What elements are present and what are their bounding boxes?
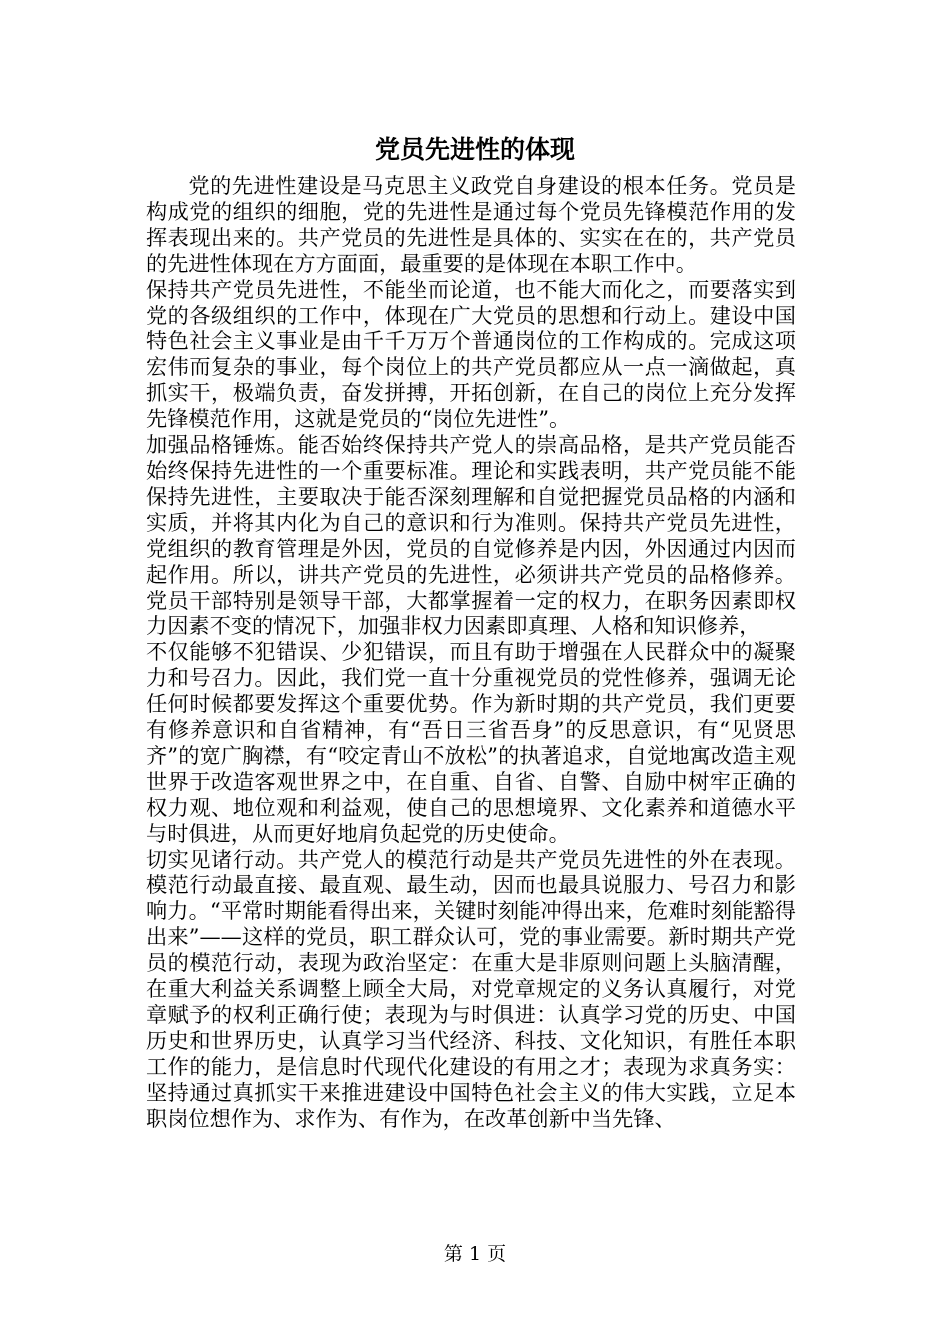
paragraph-intro: 党的先进性建设是马克思主义政党自身建设的根本任务。党员是构成党的组织的细胞，党的先进性是通过每个党员先锋模范作用的发挥表现出来的。共产党员的先进性是具体的、实实在在的，共产党员的先进性体现在方方面面，最重要的是体现在本职工作中。 bbox=[146, 173, 796, 276]
paragraph-self-cultivation: 不仅能够不犯错误、少犯错误，而且有助于增强在人民群众中的凝聚力和号召力。因此，我们党一直十分重视党员的党性修养，强调无论任何时候都要发挥这个重要优势。作为新时期的共产党员，我们更要有修养意识和自省精神，有“吾日三省吾身”的反思意识，有“见贤思齐”的宽广胸襟，有“咬定青山不放松”的执著追求，自觉地寓改造主观世界于改造客观世界之中，在自重、自省、自警、自励中树牢正确的权力观、地位观和利益观，使自己的思想境界、文化素养和道德水平与时俱进，从而更好地肩负起党的历史使命。 bbox=[146, 639, 796, 846]
paragraph-action: 切实见诸行动。共产党人的模范行动是共产党员先进性的外在表现。模范行动最直接、最直观、最生动，因而也最具说服力、号召力和影响力。“平常时期能看得出来，关键时刻能冲得出来，危难时刻能豁得出来”——这样的党员，职工群众认可，党的事业需要。新时期共产党员的模范行动，表现为政治坚定：在重大是非原则问题上头脑清醒，在重大利益关系调整上顾全大局，对党章规定的义务认真履行，对党章赋予的权利正确行使；表现为与时俱进：认真学习党的历史、中国历史和世界历史，认真学习当代经济、科技、文化知识，有胜任本职工作的能力，是信息时代现代化建设的有用之才；表现为求真务实：坚持通过真抓实干来推进建设中国特色社会主义的伟大实践，立足本职岗位想作为、求作为、有作为，在改革创新中当先锋、 bbox=[146, 846, 796, 1131]
document-body bbox=[146, 173, 796, 1132]
paragraph-character-building: 加强品格锤炼。能否始终保持共产党人的崇高品格，是共产党员能否始终保持先进性的一个重要标准。理论和实践表明，共产党员能不能保持先进性，主要取决于能否深刻理解和自觉把握党员品格的内涵和实质，并将其内化为自己的意识和行为准则。保持共产党员先进性，党组织的教育管理是外因，党员的自觉修养是内因，外因通过内因而起作用。所以，讲共产党员的先进性，必须讲共产党员的品格修养。党员干部特别是领导干部，大都掌握着一定的权力，在职务因素即权力因素不变的情况下，加强非权力因素即真理、人格和知识修养， bbox=[146, 432, 796, 639]
paragraph-post-advancement: 保持共产党员先进性，不能坐而论道，也不能大而化之，而要落实到党的各级组织的工作中，体现在广大党员的思想和行动上。建设中国特色社会主义事业是由千千万万个普通岗位的工作构成的。完成这项宏伟而复杂的事业，每个岗位上的共产党员都应从一点一滴做起，真抓实干，极端负责，奋发拼搏，开拓创新，在自己的岗位上充分发挥先锋模范作用，这就是党员的“岗位先进性”。 bbox=[146, 276, 796, 432]
document-title: 党员先进性的体现 bbox=[374, 135, 575, 164]
page-number: 第 1 页 bbox=[443, 1243, 507, 1265]
